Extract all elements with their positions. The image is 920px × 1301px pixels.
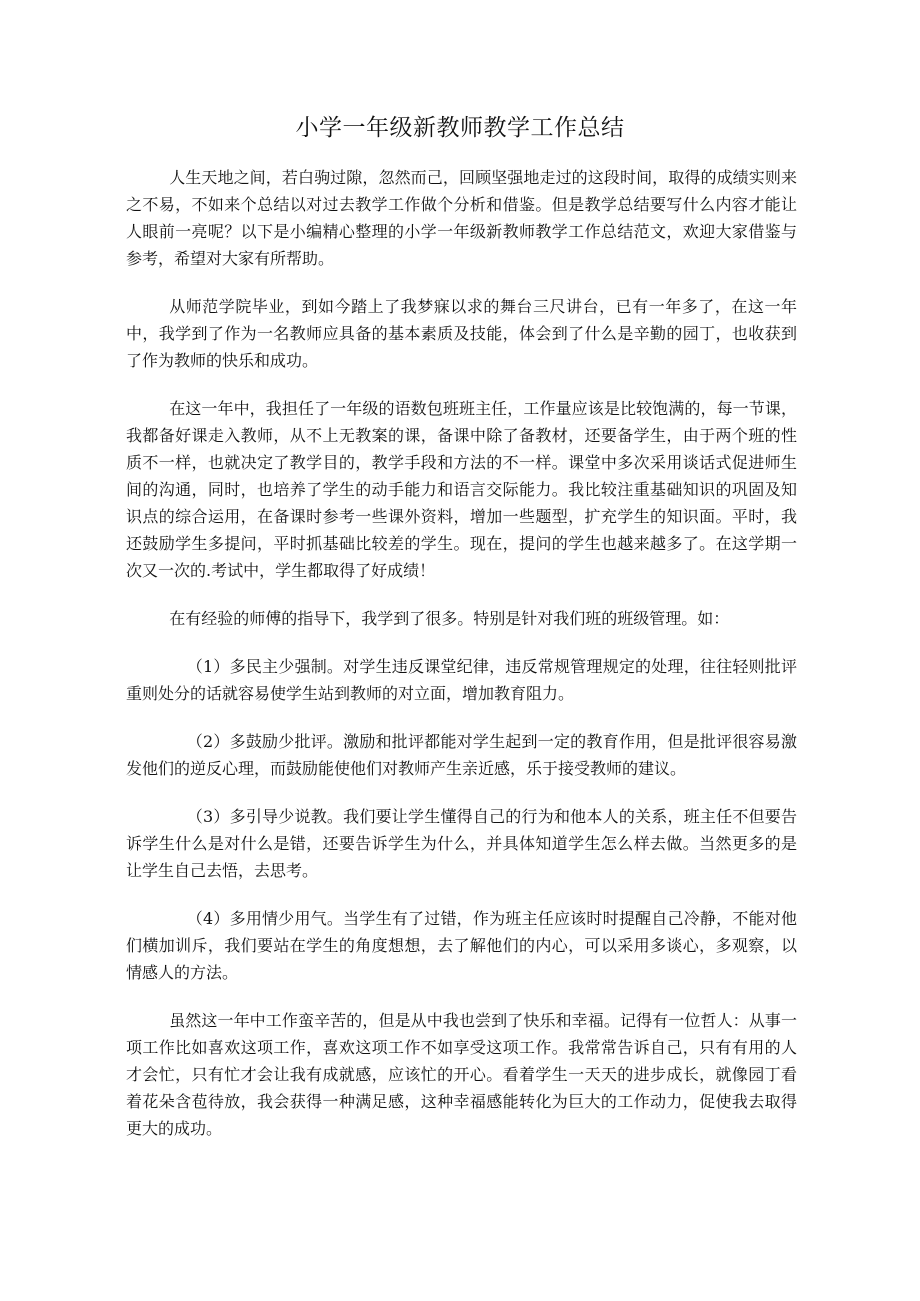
paragraph-conclusion: 虽然这一年中工作蛮辛苦的，但是从中我也尝到了快乐和幸福。记得有一位哲人：从事一项工作比如喜欢这项工作，喜欢这项工作不如享受这项工作。我常常告诉自己，只有有用的人才会忙，只有忙才会让我有成就感，应该忙的开心。看着学生一天天的进步成长，就像园丁看着花朵含苞待放，我会获得一种满足感，这种幸福感能转化为巨大的工作动力，促使我去取得更大的成功。 bbox=[126, 1011, 797, 1138]
paragraph-intro: 人生天地之间，若白驹过隙，忽然而己，回顾坚强地走过的这段时间，取得的成绩实则来之不易，不如来个总结以对过去教学工作做个分析和借鉴。但是教学总结要写什么内容才能让人眼前一亮呢？以下是小编精心整理的小学一年级新教师教学工作总结范文，欢迎大家借鉴与参考，希望对大家有所帮助。 bbox=[126, 168, 797, 268]
document-body bbox=[126, 164, 797, 1142]
list-item-democracy: （1）多民主少强制。对学生违反课堂纪律，违反常规管理规定的处理，往往轻则批评重则处分的话就容易使学生站到教师的对立面，增加教育阻力。 bbox=[126, 657, 797, 703]
paragraph-teaching-work: 在这一年中，我担任了一年级的语数包班班主任，工作量应该是比较饱满的，每一节课，我都备好课走入教师，从不上无教案的课，备课中除了备教材，还要备学生，由于两个班的性质不一样，也就决定了教学目的，教学手段和方法的不一样。课堂中多次采用谈话式促进师生间的沟通，同时，也培养了学生的动手能力和语言交际能力。我比较注重基础知识的巩固及知识点的综合运用，在备课时参考一些课外资料，增加一些题型，扩充学生的知识面。平时，我还鼓励学生多提问，平时抓基础比较差的学生。现在，提问的学生也越来越多了。在这学期一次又一次的.考试中，学生都取得了好成绩！ bbox=[126, 399, 797, 580]
paragraph-graduation: 从师范学院毕业，到如今踏上了我梦寐以求的舞台三尺讲台，已有一年多了，在这一年中，我学到了作为一名教师应具备的基本素质及技能，体会到了什么是辛勤的园丁，也收获到了作为教师的快乐和成功。 bbox=[126, 297, 797, 370]
document-title: 小学一年级新教师教学工作总结 bbox=[295, 115, 625, 141]
list-item-emotion: （4）多用情少用气。当学生有了过错，作为班主任应该时时提醒自己冷静，不能对他们横加训斥，我们要站在学生的角度想想，去了解他们的内心，可以采用多谈心，多观察，以情感人的方法。 bbox=[126, 909, 797, 982]
paragraph-spacer bbox=[126, 707, 797, 728]
paragraph-spacer bbox=[126, 986, 797, 1007]
paragraph-spacer bbox=[126, 884, 797, 905]
paragraph-spacer bbox=[126, 374, 797, 395]
paragraph-mentor-guidance: 在有经验的师傅的指导下，我学到了很多。特别是针对我们班的班级管理。如： bbox=[169, 609, 730, 628]
list-item-guidance: （3）多引导少说教。我们要让学生懂得自己的行为和他本人的关系，班主任不但要告诉学生什么是对什么是错，还要告诉学生为什么，并具体知道学生怎么样去做。当然更多的是让学生自己去悟，去思考。 bbox=[126, 807, 797, 880]
paragraph-spacer bbox=[126, 632, 797, 653]
paragraph-spacer bbox=[126, 782, 797, 803]
paragraph-spacer bbox=[126, 272, 797, 293]
list-item-encouragement: （2）多鼓励少批评。激励和批评都能对学生起到一定的教育作用，但是批评很容易激发他们的逆反心理，而鼓励能使他们对教师产生亲近感，乐于接受教师的建议。 bbox=[126, 732, 797, 778]
paragraph-spacer bbox=[126, 584, 797, 605]
